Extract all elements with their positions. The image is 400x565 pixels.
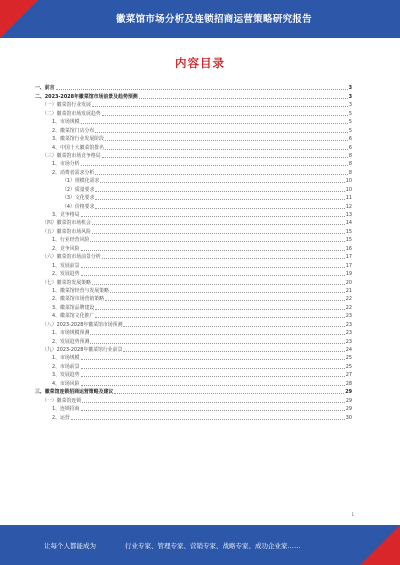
toc-entry-page: 22 [345,296,352,303]
toc-dot-leader [95,199,344,200]
toc-entry-page: 25 [345,363,352,370]
toc-entry-title: （三）徽菜馆市场竞争格局 [42,152,101,159]
toc-entry[interactable] [35,270,352,278]
toc-entry[interactable] [35,413,352,421]
toc-entry[interactable] [35,337,352,345]
toc-entry-page: 24 [345,347,352,353]
toc-dot-leader [81,250,345,251]
toc-entry-page: 12 [345,203,352,210]
toc-dot-leader [56,89,348,90]
toc-entry[interactable] [35,303,352,311]
toc-entry[interactable] [35,126,352,134]
toc-entry[interactable] [35,109,352,117]
toc-entry-page: 3 [348,85,352,92]
toc-entry-page: 23 [345,330,352,337]
toc-dot-leader [92,224,345,225]
toc-dot-leader [105,300,345,301]
toc-entry-page: 30 [345,414,352,421]
toc-dot-leader [90,343,344,344]
toc-entry-page: 6 [348,144,352,151]
toc-entry-page: 20 [345,279,352,286]
toc-dot-leader [100,182,344,183]
toc-entry-title: 3、发展趋势 [52,372,80,379]
toc-entry-title: （四）徽菜馆市场机会 [42,220,91,227]
toc-dot-leader [71,419,345,420]
toc-entry-page: 21 [345,287,352,294]
toc-entry-title: 1、发展前景 [52,262,80,269]
toc-entry-title: 1、市场规模 [52,355,80,362]
toc-dot-leader [81,216,345,217]
toc-entry-title: 3、竞争格局 [52,212,80,218]
footer-red-accent [360,525,400,565]
toc-dot-leader [81,275,345,276]
toc-entry[interactable] [35,346,352,354]
toc-entry-page: 23 [345,338,352,345]
toc-entry[interactable] [35,295,352,303]
toc-entry-title: 3、徽菜馆品牌建设 [52,304,95,311]
toc-entry-title: 3、徽菜馆行业发展阶段 [52,136,105,143]
toc-entry-page: 29 [345,406,352,413]
toc-entry-title: （五）徽菜馆市场风险 [42,228,91,235]
toc-entry[interactable] [35,185,352,193]
toc-entry-page: 5 [348,119,352,126]
toc-heading: 内容目录 [175,56,225,70]
toc-entry[interactable] [35,388,352,396]
toc-entry[interactable] [35,320,352,328]
toc-entry[interactable] [35,135,352,143]
toc-dot-leader [81,359,345,360]
toc-entry-title: 1、连锁招商 [52,406,80,413]
toc-entry-page: 17 [345,262,352,269]
toc-dot-leader [95,208,344,209]
toc-entry-title: 2、徽菜馆市场营销策略 [52,296,105,303]
toc-entry[interactable] [35,92,352,100]
toc-entry-title: 4、中国十大徽菜馆排名 [52,144,105,151]
toc-entry[interactable] [35,202,352,210]
toc-dot-leader [92,284,345,285]
toc-entry-title: （八）2023-2028年徽菜馆市场预测 [42,321,123,328]
toc-entry-title: 4、徽菜馆文化推广 [52,313,95,320]
toc-entry-page: 14 [345,220,352,227]
toc-dot-leader [92,106,348,107]
toc-entry-page: 5 [348,110,352,117]
toc-dot-leader [81,123,348,124]
toc-entry[interactable] [35,118,352,126]
toc-entry-page: 8 [348,169,352,176]
toc-entry-title: （4）价格要求 [62,203,95,210]
toc-dot-leader [82,402,345,403]
toc-entry[interactable] [35,261,352,269]
toc-entry-title: 2、市场前景 [52,363,80,370]
toc-entry-title: 二、2023-2028年徽菜馆市场前景及趋势预测 [35,93,138,100]
toc-dot-leader [123,326,344,327]
toc-entry[interactable] [35,194,352,202]
toc-entry[interactable] [35,379,352,387]
toc-entry-title: （六）徽菜馆市场前景分析 [42,254,101,261]
toc-entry[interactable] [35,362,352,370]
toc-entry-page: 8 [348,161,352,168]
toc-entry-page: 27 [345,372,352,379]
toc-entry-page: 10 [345,186,352,193]
header-red-accent [0,0,38,38]
toc-entry-page: 15 [345,228,352,235]
toc-entry[interactable] [35,354,352,362]
table-of-contents [35,84,352,422]
report-header [0,0,400,38]
toc-entry-title: （七）徽菜馆发展策略 [42,279,91,286]
toc-entry-title: 2、竞争风险 [52,245,80,252]
toc-entry-page: 22 [345,304,352,311]
toc-dot-leader [95,174,348,175]
toc-entry[interactable] [35,101,352,109]
toc-dot-leader [95,132,348,133]
toc-entry-title: （3）文化要求 [62,195,95,202]
toc-entry-page: 6 [348,136,352,143]
toc-dot-leader [114,393,344,394]
toc-entry-title: （一）徽菜馆连锁 [42,397,82,404]
toc-entry-page: 19 [345,271,352,278]
toc-entry-page: 5 [348,127,352,134]
toc-dot-leader [102,115,348,116]
toc-entry[interactable] [35,160,352,168]
toc-entry-title: 2、徽菜馆门店分布 [52,127,95,134]
toc-entry[interactable] [35,227,352,235]
toc-dot-leader [123,351,344,352]
toc-entry-page: 11 [345,195,352,202]
toc-entry-page: 13 [345,212,352,218]
toc-entry-title: 4、市场风险 [52,380,80,387]
toc-entry-title: （九）2023-2028年徽菜馆行业前景 [42,347,123,353]
toc-dot-leader [92,233,345,234]
toc-dot-leader [102,157,348,158]
toc-dot-leader [90,334,344,335]
toc-dot-leader [81,410,345,411]
toc-entry-page: 29 [345,397,352,404]
footer-slogan-left: 让每个人都能成为 [44,542,96,550]
toc-entry-title: 1、市场分析 [52,161,80,168]
toc-entry[interactable] [35,287,352,295]
toc-entry-title: 2、发展趋势 [52,271,80,278]
toc-entry-page: 3 [348,93,352,100]
toc-entry[interactable] [35,329,352,337]
page-number: 1 [351,512,354,517]
toc-dot-leader [81,385,345,386]
toc-entry-page: 10 [345,178,352,185]
toc-entry-title: （2）质量要求 [62,186,95,193]
toc-entry-page: 15 [345,237,352,244]
toc-entry[interactable] [35,396,352,404]
toc-entry[interactable] [35,219,352,227]
toc-entry[interactable] [35,253,352,261]
report-footer [0,525,400,565]
toc-dot-leader [105,149,348,150]
toc-entry-title: （二）徽菜馆市场发展趋势 [42,110,101,117]
toc-entry[interactable] [35,278,352,286]
toc-entry-title: 1、市场规模预测 [52,330,90,337]
toc-dot-leader [105,140,348,141]
toc-entry-title: 1、市场规模 [52,119,80,126]
toc-entry-title: 2、运营 [52,414,70,421]
toc-dot-leader [139,98,348,99]
toc-entry-title: 2、消费者需求分析 [52,169,95,176]
toc-entry[interactable] [35,244,352,252]
toc-entry-title: 1、徽菜馆经营与发展策略 [52,287,109,294]
toc-entry-page: 23 [345,321,352,328]
toc-entry-page: 23 [345,313,352,320]
toc-entry[interactable] [35,236,352,244]
toc-dot-leader [81,267,345,268]
toc-entry-title: 三、徽菜馆连锁招商运营策略及建议 [35,389,114,396]
toc-entry-title: 2、发展趋势预测 [52,338,90,345]
toc-entry[interactable] [35,143,352,151]
toc-entry-title: （1）规模化需求 [62,178,100,185]
toc-dot-leader [95,317,345,318]
toc-dot-leader [102,258,345,259]
toc-dot-leader [90,241,344,242]
toc-entry-page: 17 [345,254,352,261]
toc-dot-leader [95,191,344,192]
toc-dot-leader [95,309,345,310]
toc-dot-leader [81,165,348,166]
toc-entry[interactable] [35,312,352,320]
toc-entry[interactable] [35,177,352,185]
footer-slogan-right: 行业专家、管理专家、营销专家、战略专家、成功企业家…… [125,542,301,550]
toc-entry-title: 1、行业经营风险 [52,237,90,244]
toc-entry-page: 16 [345,245,352,252]
toc-entry[interactable] [35,211,352,219]
toc-entry[interactable] [35,152,352,160]
toc-entry-page: 28 [345,380,352,387]
report-title: 徽菜馆市场分析及连锁招商运营策略研究报告 [115,14,312,25]
toc-dot-leader [110,292,345,293]
toc-entry-title: 一、前言 [35,85,55,92]
toc-entry-title: （一）徽菜馆行业发展 [42,102,91,109]
toc-entry-page: 29 [345,389,352,396]
toc-entry-page: 25 [345,355,352,362]
toc-dot-leader [81,376,345,377]
toc-entry[interactable] [35,84,352,92]
toc-entry-page: 3 [348,102,352,109]
toc-entry[interactable] [35,371,352,379]
toc-entry-page: 8 [348,152,352,159]
toc-entry[interactable] [35,168,352,176]
toc-dot-leader [81,368,345,369]
toc-entry[interactable] [35,405,352,413]
